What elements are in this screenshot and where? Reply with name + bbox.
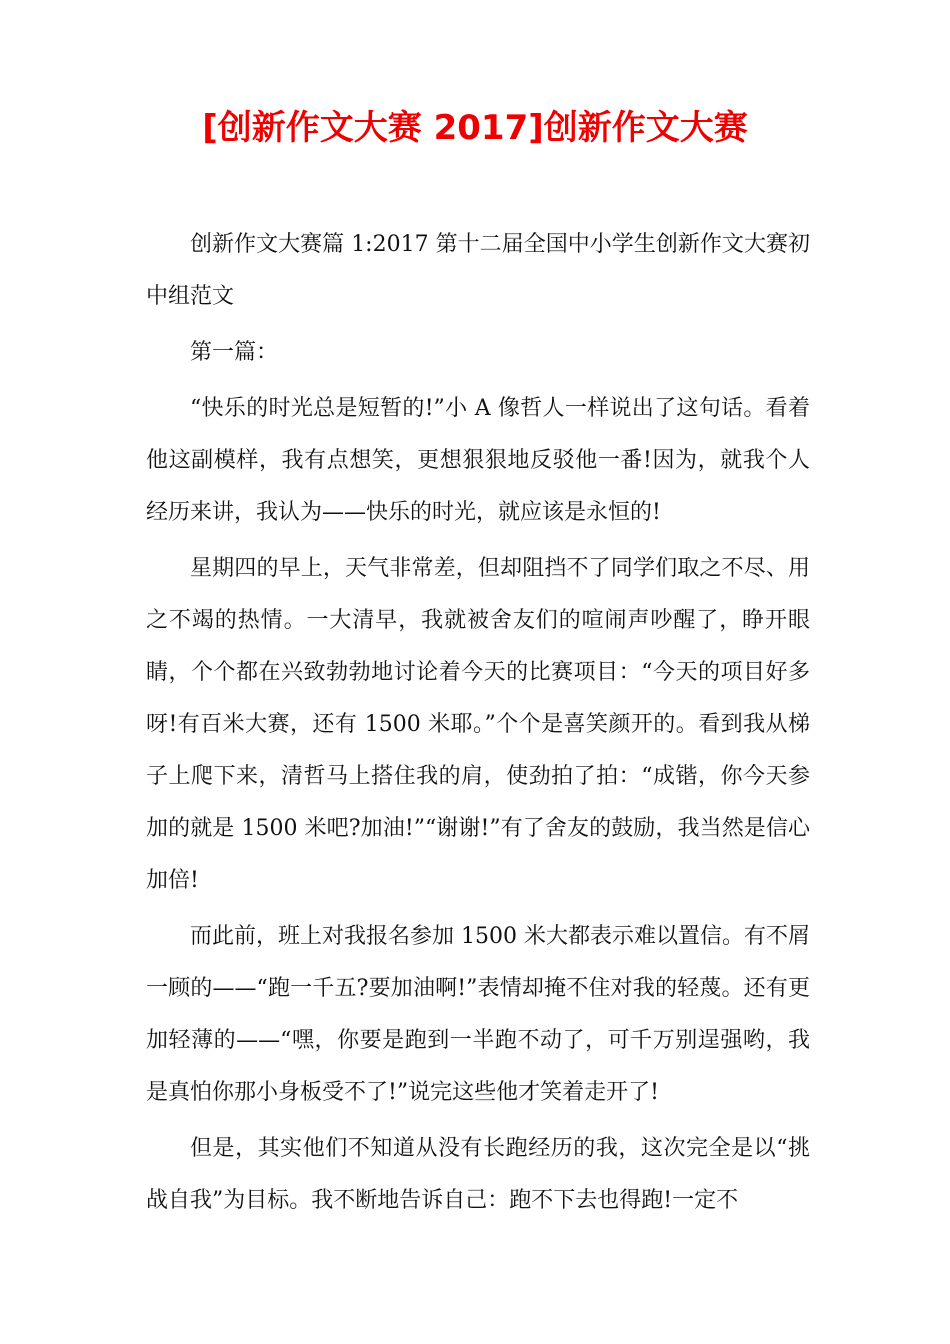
document-body (146, 219, 810, 1231)
paragraph: 星期四的早上，天气非常差，但却阻挡不了同学们取之不尽、用之不竭的热情。一大清早，我就被舍友们的喧闹声吵醒了，睁开眼睛，个个都在兴致勃勃地讨论着今天的比赛项目：“今天的项目好多呀!有百米大赛，还有 1500 米耶。”个个是喜笑颜开的。看到我从梯子上爬下来，清哲马上搭住我的肩，使劲拍了拍：“成锴，你今天参加的就是 1500 米吧?加油!”“谢谢!”有了舍友的鼓励，我当然是信心加倍! (146, 556, 810, 893)
document-title: [创新作文大赛 2017]创新作文大赛 (202, 108, 748, 148)
paragraph: 而此前，班上对我报名参加 1500 米大都表示难以置信。有不屑一顾的——“跑一千五?要加油啊!”表情却掩不住对我的轻蔑。还有更加轻薄的——“嘿，你要是跑到一半跑不动了，可千万别逞强哟，我是真怕你那小身板受不了!”说完这些他才笑着走开了! (146, 924, 810, 1105)
paragraph-section-label: 第一篇： (190, 340, 279, 365)
paragraph-heading: 创新作文大赛篇 1:2017 第十二届全国中小学生创新作文大赛初中组范文 (146, 232, 810, 309)
paragraph: “快乐的时光总是短暂的!”小 A 像哲人一样说出了这句话。看着他这副模样，我有点想笑，更想狠狠地反驳他一番!因为，就我个人经历来讲，我认为——快乐的时光，就应该是永恒的! (146, 396, 810, 525)
paragraph: 但是，其实他们不知道从没有长跑经历的我，这次完全是以“挑战自我”为目标。我不断地告诉自己：跑不下去也得跑!一定不 (146, 1136, 810, 1213)
